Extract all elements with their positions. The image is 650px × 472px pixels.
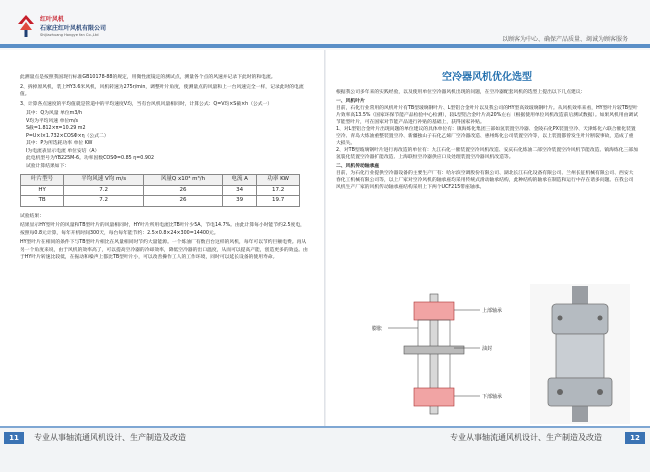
bearing-seat-photo: [530, 284, 630, 424]
company-name-en: Shijiazhuang Hongye fan Co.,Ltd: [40, 33, 99, 37]
page-title: 空冷器风机优化选型: [442, 72, 532, 83]
header-bar: [0, 0, 650, 50]
formula-line: V均为平均风速 单位m/s: [26, 118, 78, 124]
company-name-block: [40, 14, 106, 37]
footer-text-left: 专业从事轴流通风机设计、生产制造及改造: [34, 433, 186, 442]
page-number-right: 12: [625, 432, 645, 444]
section-body: 目前，为石化行业提供空冷器设备的主要生产厂有：哈尔滨空调股份有限公司、湖北长江石化设备有限公司、兰州长征机械有限公司、西安大春化工机械有限公司等，以上厂家对空冷风机的轴承座均采用传统式滑动轴承结构，此种结构的轴承在制造和运行中存在诸多问题。在我公司风机生产厂家的风机传动轴承座结构采用上下两个UCF215带座轴承。: [336, 171, 634, 190]
table-header: 风量Q x10⁴ m³/h: [144, 175, 223, 186]
formula-block: [20, 110, 308, 170]
formula-line: 其中：Q为风量 单位m3/h: [26, 111, 83, 116]
company-logo: [16, 14, 36, 38]
company-name-cn: 石家庄红叶风机有限公司: [40, 25, 107, 32]
table-cell: HY: [21, 185, 64, 196]
diagram-label-mid: 油封: [482, 346, 493, 352]
left-paragraph: 3、计算各点速度的平均值就是管道中的平均速度V均，当有台风机风量相同时，计算公式：Q=V均×S截×h（公式一）: [20, 101, 273, 107]
section-body: 2、对TB型玻璃钢叶片进行再改造的单位有：九江石化一催装置空冷风机改造、安庆石化炼油二部空冷装置空冷风机节能改造、镇海炼化三部加氢裂化装置空冷器扩能改造、上海联恒空冷器供应口及处理装置空冷器风机改造等。: [336, 148, 638, 160]
table-cell: 17.2: [257, 185, 300, 196]
table-cell: 26: [144, 185, 223, 196]
section-body: 目前，石化行业常用的风机叶片有TB型玻璃钢叶片、L型铝合金叶片以及我公司的HY型高效玻璃钢叶片。从风机效率来看，HY型叶片较TB型叶片效率高13.5%（国家环保节能产品检验中心检测），较L型铝合金叶片高20%左右（根据使用单位风机改造前后测试数据）。如果风机用由调试节能型叶片，可在国家对节能产品进行补贴的基础上，获得国家补贴。: [336, 106, 638, 125]
table-header: 功率 KW: [257, 175, 300, 186]
table-row: [21, 196, 300, 207]
header-slogan: 以顾客为中心、确保产品质量、竭诚为顾客服务: [501, 36, 628, 43]
formula-line: 此电机型号为YB225M-6。功率因数COSΦ=0.85 η=0.902: [26, 156, 155, 161]
formula-line: 试验计算结果如下：: [26, 163, 70, 169]
left-paragraph: 此测量点是按照我国现行标准GB10178-88的规定，用微性流镜定的测试点，测量各个点的风速并记录下此时的和电流。: [20, 75, 276, 80]
page-fold: [324, 50, 326, 440]
analysis-title: 试验结果：: [20, 213, 44, 219]
section-heading: 二、风机传动轴承座: [336, 164, 380, 169]
table-header: 平均风速 V均 m/s: [64, 175, 144, 186]
formula-line: P=U×I×1.732×COSΦ×η（公式二）: [26, 133, 109, 139]
header-strip: [0, 44, 650, 48]
diagram-label-top: 上部轴承: [482, 308, 503, 314]
bearing-seat-diagram: [344, 288, 524, 420]
page-number-left: 11: [4, 432, 24, 444]
table-cell: TB: [21, 196, 64, 207]
table-cell: 7.2: [64, 196, 144, 207]
table-header-row: [21, 175, 300, 186]
table-header: 叶片型号: [21, 175, 64, 186]
footer-line: [0, 426, 650, 428]
table-cell: 7.2: [64, 185, 144, 196]
table-row: [21, 185, 300, 196]
analysis-paragraph: 结果显示HY型叶片的风量和TB型叶片的风量相同时，HY叶片所用电流比TB叶片少5A，节电14.7%。由此计算每小时能节约2.5度电，按照每0.8元计算，每年开机时间300天，每台每年能节约：2.5×0.8×24×300=14400元。: [20, 223, 305, 236]
section-body: 1、对L型铝合金叶片出现问题的单位建议的具体单位有：镇海炼化集团三部如氢装置空冷器、金陵石化PX装置空冷、天津炼化六联合催化装置空冷、青岛大炼油重整装置空冷、新疆独山子石化乙烯厂空冷器改造、惠州炼化公司装置空冷等，以上装置都曾发生叶片断裂事故，造成了重大损失。: [336, 127, 636, 146]
table-cell: 26: [144, 196, 223, 207]
left-paragraph: 2、拆掉原风机，装上HY3.6米风机，风机转速为275r/min，调整叶片角度，使测量点的风量和上一台风速完全一样，记录此时的电流值。: [20, 84, 304, 97]
table-cell: 34: [222, 185, 256, 196]
table-header: 电流 A: [222, 175, 256, 186]
left-page-content: [20, 74, 308, 419]
diagram-label-bottom: 下部轴承: [482, 394, 503, 400]
section-heading: 一、风机叶片: [336, 99, 365, 104]
formula-line: 其中：P为所选耗功率 单位 KW: [26, 141, 93, 146]
table-cell: 39: [222, 196, 256, 207]
footer-text-right: 专业从事轴流通风机设计、生产制造及改造: [450, 433, 602, 442]
formula-line: S截=1.812×π=10.29 m2: [26, 126, 86, 131]
analysis-paragraph: HY型叶片在相同的条件下与TB型叶片相比在风量相同时节约大量能源。一个炼油厂有数百台这样的风机，每年可以节约巨额电费。再从另一个角度来说，由于风机的效率高了，可以提高空冷器的冷却效率，降低空冷器的出口温度，从而可以提高产能，创造更多的效益。由于HY叶片转速比较低，在振动和噪声上都比TB型叶片小，可以改善操作工人的工作环境，同时可以延长设备的使用寿命。: [20, 240, 308, 260]
test-results-table: [20, 174, 300, 207]
diagram-label-left: 膨胀: [372, 326, 383, 332]
table-cell: 19.7: [257, 196, 300, 207]
intro-text: 根据我公司多年来的实践经验，以及使用单位空冷器风机出现的问题，在空冷器配套风机的选型上提出以下几点建议：: [336, 90, 586, 95]
brand-name: 红叶风机: [40, 16, 65, 23]
formula-line: I为电流表显示电流 单位安培（A）: [26, 148, 100, 154]
